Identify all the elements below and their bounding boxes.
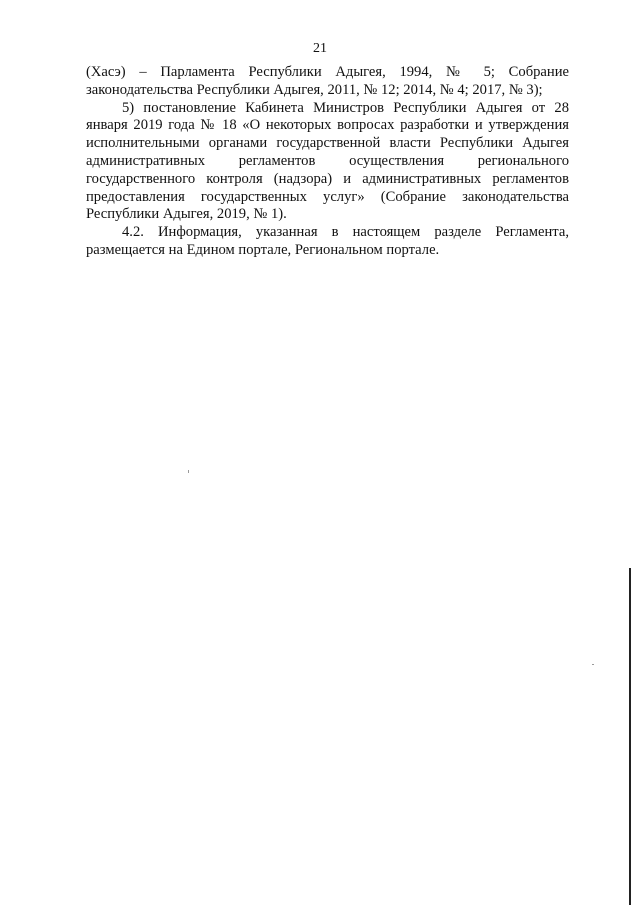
page-number: 21: [313, 41, 327, 56]
text-line: Республики Адыгея, 2019, № 1).: [86, 206, 287, 223]
paragraph-item-4-2: [86, 224, 569, 260]
text-line: размещается на Едином портале, Региональном портале.: [86, 241, 440, 258]
scan-edge-line: [629, 568, 631, 905]
text-line: предоставления государственных услуг» (Собрание законодательства: [86, 188, 569, 205]
text-line: исполнительными органами государственной власти Республики Адыгея: [86, 135, 569, 152]
scan-speck: [592, 664, 594, 665]
document-body: [86, 64, 569, 260]
paragraph-continuation: [86, 64, 569, 100]
text-line: законодательства Республики Адыгея, 2011, № 12; 2014, № 4; 2017, № 3);: [86, 81, 543, 98]
text-line: (Хасэ) – Парламента Республики Адыгея, 1994, № 5; Собрание: [86, 64, 569, 80]
text-line: 4.2. Информация, указанная в настоящем разделе Регламента,: [122, 224, 569, 241]
text-line: государственного контроля (надзора) и административных регламентов: [86, 170, 569, 187]
text-line: административных регламентов осуществления регионального: [86, 152, 569, 169]
scan-speck: [188, 470, 189, 473]
text-line: 5) постановление Кабинета Министров Республики Адыгея от 28: [122, 99, 569, 116]
text-line: января 2019 года № 18 «О некоторых вопросах разработки и утверждения: [86, 117, 569, 134]
paragraph-item-5: [86, 100, 569, 225]
